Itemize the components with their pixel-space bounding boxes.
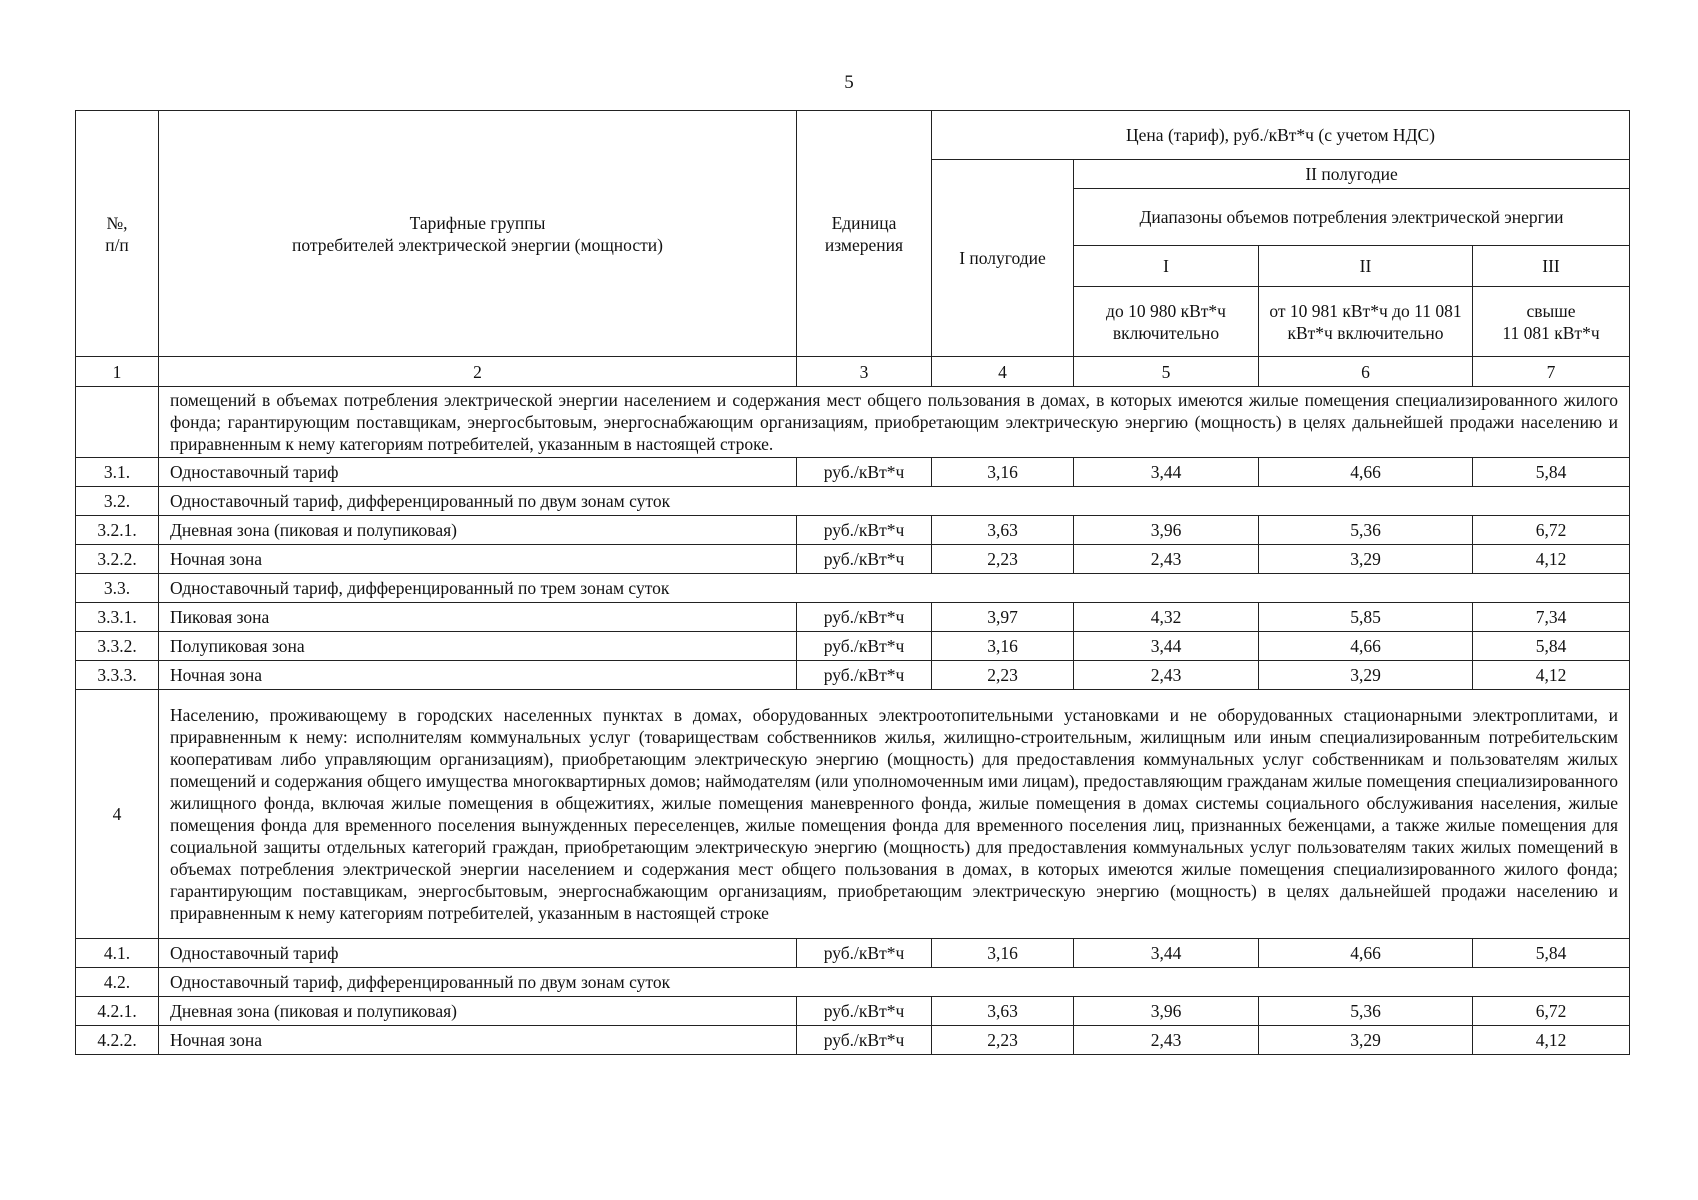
column-number: 3 — [797, 357, 932, 387]
header-ranges-title: Диапазоны объемов потребления электрической энергии — [1074, 189, 1630, 246]
table-row — [76, 458, 1630, 487]
price-half1: 2,23 — [932, 1026, 1074, 1055]
price-range3: 4,12 — [1473, 545, 1630, 574]
row-number: 3.3.3. — [76, 661, 159, 690]
row-name: Одноставочный тариф, дифференцированный по двум зонам суток — [159, 487, 1630, 516]
row-name: Полупиковая зона — [159, 632, 797, 661]
price-range1: 2,43 — [1074, 545, 1259, 574]
row-number: 3.2.2. — [76, 545, 159, 574]
header-half2: II полугодие — [1074, 160, 1630, 189]
price-range2: 4,66 — [1259, 632, 1473, 661]
price-range2: 5,36 — [1259, 516, 1473, 545]
price-range3: 4,12 — [1473, 661, 1630, 690]
price-half1: 3,97 — [932, 603, 1074, 632]
row-name: Дневная зона (пиковая и полупиковая) — [159, 997, 797, 1026]
header-col-group — [159, 111, 797, 357]
header-half1: I полугодие — [932, 160, 1074, 357]
price-range1: 2,43 — [1074, 661, 1259, 690]
header-range3-desc — [1473, 287, 1630, 357]
table-row — [76, 603, 1630, 632]
table-row — [76, 939, 1630, 968]
row-name: Ночная зона — [159, 1026, 797, 1055]
column-number: 7 — [1473, 357, 1630, 387]
price-range3: 5,84 — [1473, 939, 1630, 968]
price-half1: 3,16 — [932, 458, 1074, 487]
price-half1: 3,16 — [932, 939, 1074, 968]
row-number: 4.2. — [76, 968, 159, 997]
price-range1: 3,44 — [1074, 632, 1259, 661]
row-name: Одноставочный тариф, дифференцированный по двум зонам суток — [159, 968, 1630, 997]
row-number: 3.1. — [76, 458, 159, 487]
header-col-num: №, п/п — [76, 111, 159, 357]
price-range3: 6,72 — [1473, 516, 1630, 545]
continuation-text: помещений в объемах потребления электрической энергии населением и содержания мест общего пользования в домах, в которых имеются жилые помещения специализированного жилого фонда; гарантирующим поставщикам, энергосбытовым, энергоснабжающим организациям, приобретающим электрическую энергию (мощность) в целях дальнейшей продажи населению и приравненным к нему категориям потребителей, указанным в настоящей строке. — [159, 387, 1630, 458]
price-range3: 5,84 — [1473, 632, 1630, 661]
table-row — [76, 632, 1630, 661]
price-range2: 3,29 — [1259, 1026, 1473, 1055]
price-half1: 3,63 — [932, 516, 1074, 545]
price-range2: 3,29 — [1259, 545, 1473, 574]
header-col-unit — [797, 111, 932, 357]
table-row — [76, 997, 1630, 1026]
table-body — [76, 111, 1630, 1055]
price-range1: 3,44 — [1074, 939, 1259, 968]
header-range3-line2: 11 081 кВт*ч — [1502, 322, 1600, 343]
tariff-table — [75, 110, 1630, 1055]
row-number: 3.2.1. — [76, 516, 159, 545]
row-number: 4.1. — [76, 939, 159, 968]
price-range1: 2,43 — [1074, 1026, 1259, 1055]
row-unit: руб./кВт*ч — [797, 458, 932, 487]
price-range1: 3,96 — [1074, 516, 1259, 545]
section-4-row — [76, 690, 1630, 939]
row-name: Одноставочный тариф, дифференцированный по трем зонам суток — [159, 574, 1630, 603]
table-row — [76, 1026, 1630, 1055]
price-range2: 5,85 — [1259, 603, 1473, 632]
row-unit: руб./кВт*ч — [797, 603, 932, 632]
price-range2: 4,66 — [1259, 939, 1473, 968]
row-name: Ночная зона — [159, 545, 797, 574]
header-range1: I — [1074, 246, 1259, 287]
page-number: 5 — [844, 72, 854, 93]
price-range1: 3,44 — [1074, 458, 1259, 487]
table-row — [76, 516, 1630, 545]
column-number: 5 — [1074, 357, 1259, 387]
table-row — [76, 487, 1630, 516]
price-range1: 4,32 — [1074, 603, 1259, 632]
row-unit: руб./кВт*ч — [797, 661, 932, 690]
price-range3: 4,12 — [1473, 1026, 1630, 1055]
row-unit: руб./кВт*ч — [797, 632, 932, 661]
price-range3: 5,84 — [1473, 458, 1630, 487]
column-number: 1 — [76, 357, 159, 387]
section-4-number: 4 — [76, 690, 159, 939]
price-range1: 3,96 — [1074, 997, 1259, 1026]
price-range2: 5,36 — [1259, 997, 1473, 1026]
header-unit-line2: измерения — [824, 234, 904, 255]
price-range2: 4,66 — [1259, 458, 1473, 487]
row-name: Одноставочный тариф — [159, 458, 797, 487]
row-number: 4.2.1. — [76, 997, 159, 1026]
price-half1: 2,23 — [932, 545, 1074, 574]
column-number: 2 — [159, 357, 797, 387]
header-price-title: Цена (тариф), руб./кВт*ч (с учетом НДС) — [932, 111, 1630, 160]
row-name: Одноставочный тариф — [159, 939, 797, 968]
header-range2: II — [1259, 246, 1473, 287]
header-range3-line1: свыше — [1526, 300, 1576, 321]
row-unit: руб./кВт*ч — [797, 997, 932, 1026]
header-unit-line1: Единица — [831, 212, 897, 233]
price-range2: 3,29 — [1259, 661, 1473, 690]
continuation-num — [76, 387, 159, 458]
price-range3: 6,72 — [1473, 997, 1630, 1026]
row-unit: руб./кВт*ч — [797, 939, 932, 968]
row-unit: руб./кВт*ч — [797, 516, 932, 545]
column-number: 6 — [1259, 357, 1473, 387]
row-number: 3.3.1. — [76, 603, 159, 632]
table-row — [76, 661, 1630, 690]
price-range3: 7,34 — [1473, 603, 1630, 632]
header-row-1 — [76, 111, 1630, 160]
row-unit: руб./кВт*ч — [797, 1026, 932, 1055]
header-group-line1: Тарифные группы — [409, 212, 546, 233]
row-name: Ночная зона — [159, 661, 797, 690]
row-number: 3.2. — [76, 487, 159, 516]
header-group-line2: потребителей электрической энергии (мощности) — [292, 234, 663, 255]
section-4-text: Населению, проживающему в городских населенных пунктах в домах, оборудованных электроотопительными установками и не оборудованных стационарными электроплитами, и приравненным к нему: исполнителям коммунальных услуг (товариществам собственников жилья, жилищно-строительным, жилищным или иным специализированным потребительским кооперативам либо управляющим организациям), приобретающим электрическую энергию (мощность) для предоставления коммунальных услуг собственникам и пользователям жилых помещений и содержания общего имущества многоквартирных домов; наймодателям (или уполномоченным ими лицам), предоставляющим гражданам жилые помещения специализированного жилищного фонда, включая жилые помещения в общежитиях, жилые помещения маневренного фонда, жилые помещения в домах системы социального обслуживания населения, жилые помещения фонда для временного поселения вынужденных переселенцев, жилые помещения фонда для временного поселения лиц, признанных беженцами, а также жилые помещения для социальной защиты отдельных категорий граждан, приобретающим электрическую энергию (мощность) для предоставления коммунальных услуг пользователям таких жилых помещений в объемах потребления электрической энергии населением и содержания мест общего пользования в домах, в которых имеются жилые помещения специализированного жилого фонда; гарантирующим поставщикам, энергосбытовым, энергоснабжающим организациям, приобретающим электрическую энергию (мощность) в целях дальнейшей продажи населению и приравненным к нему категориям потребителей, указанным в настоящей строке — [159, 690, 1630, 939]
table-row — [76, 574, 1630, 603]
table-row — [76, 968, 1630, 997]
row-number: 4.2.2. — [76, 1026, 159, 1055]
header-range3: III — [1473, 246, 1630, 287]
row-number: 3.3. — [76, 574, 159, 603]
row-unit: руб./кВт*ч — [797, 545, 932, 574]
header-range1-desc: до 10 980 кВт*ч включительно — [1074, 287, 1259, 357]
row-number: 3.3.2. — [76, 632, 159, 661]
table-row — [76, 545, 1630, 574]
continuation-row — [76, 387, 1630, 458]
header-range2-desc: от 10 981 кВт*ч до 11 081 кВт*ч включительно — [1259, 287, 1473, 357]
price-half1: 3,16 — [932, 632, 1074, 661]
column-number: 4 — [932, 357, 1074, 387]
row-name: Пиковая зона — [159, 603, 797, 632]
price-half1: 2,23 — [932, 661, 1074, 690]
row-name: Дневная зона (пиковая и полупиковая) — [159, 516, 797, 545]
column-number-row — [76, 357, 1630, 387]
price-half1: 3,63 — [932, 997, 1074, 1026]
